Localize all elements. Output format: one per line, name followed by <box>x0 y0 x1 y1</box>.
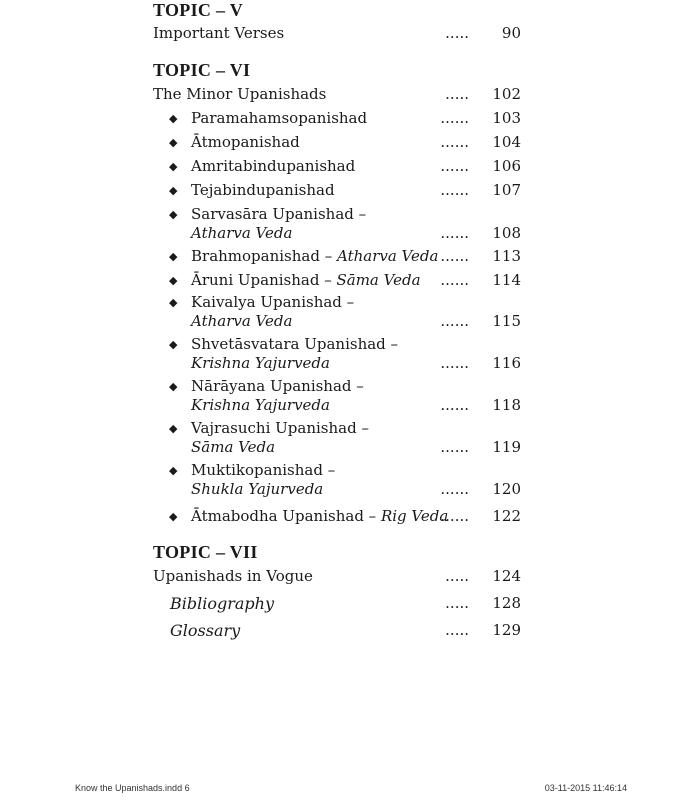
toc-title: Glossary <box>170 621 241 640</box>
toc-page-number: 122 <box>492 507 521 525</box>
toc-sub-entry[interactable] <box>169 377 521 415</box>
toc-leader: ...... <box>440 157 469 175</box>
toc-title: Important Verses <box>153 24 285 42</box>
diamond-bullet-icon: ◆ <box>169 274 178 287</box>
diamond-bullet-icon: ◆ <box>169 380 178 393</box>
diamond-bullet-icon: ◆ <box>169 160 178 173</box>
topic-5-heading: TOPIC – V <box>153 0 244 20</box>
toc-leader: ..... <box>445 85 469 103</box>
diamond-bullet-icon: ◆ <box>169 422 178 435</box>
toc-subtitle: Krishna Yajurveda <box>191 354 330 372</box>
print-slug-timestamp: 03-11-2015 11:46:14 <box>544 783 627 793</box>
toc-page-number: 115 <box>492 312 521 330</box>
toc-leader: ...... <box>440 271 469 289</box>
toc-page-number: 106 <box>492 157 521 175</box>
diamond-bullet-icon: ◆ <box>169 112 178 125</box>
toc-subtitle: Atharva Veda <box>191 312 293 330</box>
toc-subtitle: Krishna Yajurveda <box>191 396 330 414</box>
diamond-bullet-icon: ◆ <box>169 184 178 197</box>
toc-title: Amritabindupanishad <box>191 157 356 175</box>
toc-page-number: 90 <box>501 24 521 42</box>
toc-title: Ātmabodha Upanishad – <box>191 507 381 525</box>
toc-subtitle: Sāma Veda <box>191 438 276 456</box>
diamond-bullet-icon: ◆ <box>169 338 178 351</box>
toc-entry[interactable] <box>170 594 521 613</box>
toc-leader: ...... <box>440 480 469 498</box>
toc-page-number: 118 <box>492 396 521 414</box>
toc-leader: ..... <box>445 594 469 612</box>
toc-title: Muktikopanishad – <box>191 461 336 479</box>
toc-title: Paramahamsopanishad <box>191 109 368 127</box>
diamond-bullet-icon: ◆ <box>169 296 178 309</box>
toc-title: Tejabindupanishad <box>191 181 335 199</box>
toc-page-number: 129 <box>492 621 521 639</box>
toc-sub-entry[interactable] <box>169 293 521 331</box>
toc-subtitle: Rig Veda <box>380 507 449 525</box>
toc-leader: ..... <box>445 24 469 42</box>
toc-entry[interactable] <box>153 24 521 43</box>
diamond-bullet-icon: ◆ <box>169 464 178 477</box>
toc-subtitle: Shukla Yajurveda <box>191 480 324 498</box>
toc-page-number: 119 <box>492 438 521 456</box>
toc-title: Ātmopanishad <box>191 133 300 151</box>
toc-title: Bibliography <box>170 594 274 613</box>
toc-page-number: 102 <box>492 85 521 103</box>
toc-page-number: 107 <box>492 181 521 199</box>
toc-leader: ...... <box>440 247 469 265</box>
diamond-bullet-icon: ◆ <box>169 510 178 523</box>
toc-title: Brahmopanishad – <box>191 247 337 265</box>
toc-sub-entry[interactable] <box>169 109 521 128</box>
diamond-bullet-icon: ◆ <box>169 136 178 149</box>
toc-entry[interactable] <box>153 85 521 104</box>
toc-leader: ..... <box>445 567 469 585</box>
toc-subtitle: Atharva Veda <box>191 224 293 242</box>
toc-title: Shvetāsvatara Upanishad – <box>191 335 399 353</box>
toc-sub-entry[interactable] <box>169 247 521 266</box>
toc-entry[interactable] <box>170 621 521 640</box>
toc-title: The Minor Upanishads <box>153 85 327 103</box>
toc-sub-entry[interactable] <box>169 335 521 373</box>
toc-leader: ..... <box>445 621 469 639</box>
toc-leader: ...... <box>440 396 469 414</box>
toc-entry[interactable] <box>153 567 521 586</box>
toc-page-number: 104 <box>492 133 521 151</box>
toc-title: Nārāyana Upanishad – <box>191 377 364 395</box>
toc-sub-entry[interactable] <box>169 461 521 499</box>
toc-leader: ...... <box>440 312 469 330</box>
toc-page-number: 124 <box>492 567 521 585</box>
toc-title: Upanishads in Vogue <box>153 567 313 585</box>
print-slug-filename: Know the Upanishads.indd 6 <box>75 783 190 793</box>
toc-page-number: 120 <box>492 480 521 498</box>
toc-leader: ...... <box>440 507 469 525</box>
toc-leader: ...... <box>440 224 469 242</box>
toc-sub-entry[interactable] <box>169 205 521 243</box>
toc-page-number: 103 <box>492 109 521 127</box>
toc-title: Kaivalya Upanishad – <box>191 293 355 311</box>
diamond-bullet-icon: ◆ <box>169 250 178 263</box>
toc-page-number: 108 <box>492 224 521 242</box>
toc-page-number: 113 <box>492 247 521 265</box>
toc-subtitle: Sāma Veda <box>336 271 421 289</box>
toc-leader: ...... <box>440 181 469 199</box>
toc-title: Sarvasāra Upanishad – <box>191 205 367 223</box>
topic-7-heading: TOPIC – VII <box>153 542 258 562</box>
toc-sub-entry[interactable] <box>169 507 521 526</box>
diamond-bullet-icon: ◆ <box>169 208 178 221</box>
toc-sub-entry[interactable] <box>169 133 521 152</box>
toc-leader: ...... <box>440 438 469 456</box>
toc-page-number: 116 <box>492 354 521 372</box>
toc-subtitle: Atharva Veda <box>337 247 439 265</box>
toc-sub-entry[interactable] <box>169 157 521 176</box>
toc-leader: ...... <box>440 109 469 127</box>
toc-title: Āruni Upanishad – <box>191 271 337 289</box>
toc-sub-entry[interactable] <box>169 181 521 200</box>
toc-leader: ...... <box>440 133 469 151</box>
toc-leader: ...... <box>440 354 469 372</box>
toc-page-number: 114 <box>492 271 521 289</box>
toc-sub-entry[interactable] <box>169 271 521 290</box>
toc-title: Vajrasuchi Upanishad – <box>191 419 369 437</box>
toc-page-number: 128 <box>492 594 521 612</box>
topic-6-heading: TOPIC – VI <box>153 60 251 80</box>
toc-sub-entry[interactable] <box>169 419 521 457</box>
